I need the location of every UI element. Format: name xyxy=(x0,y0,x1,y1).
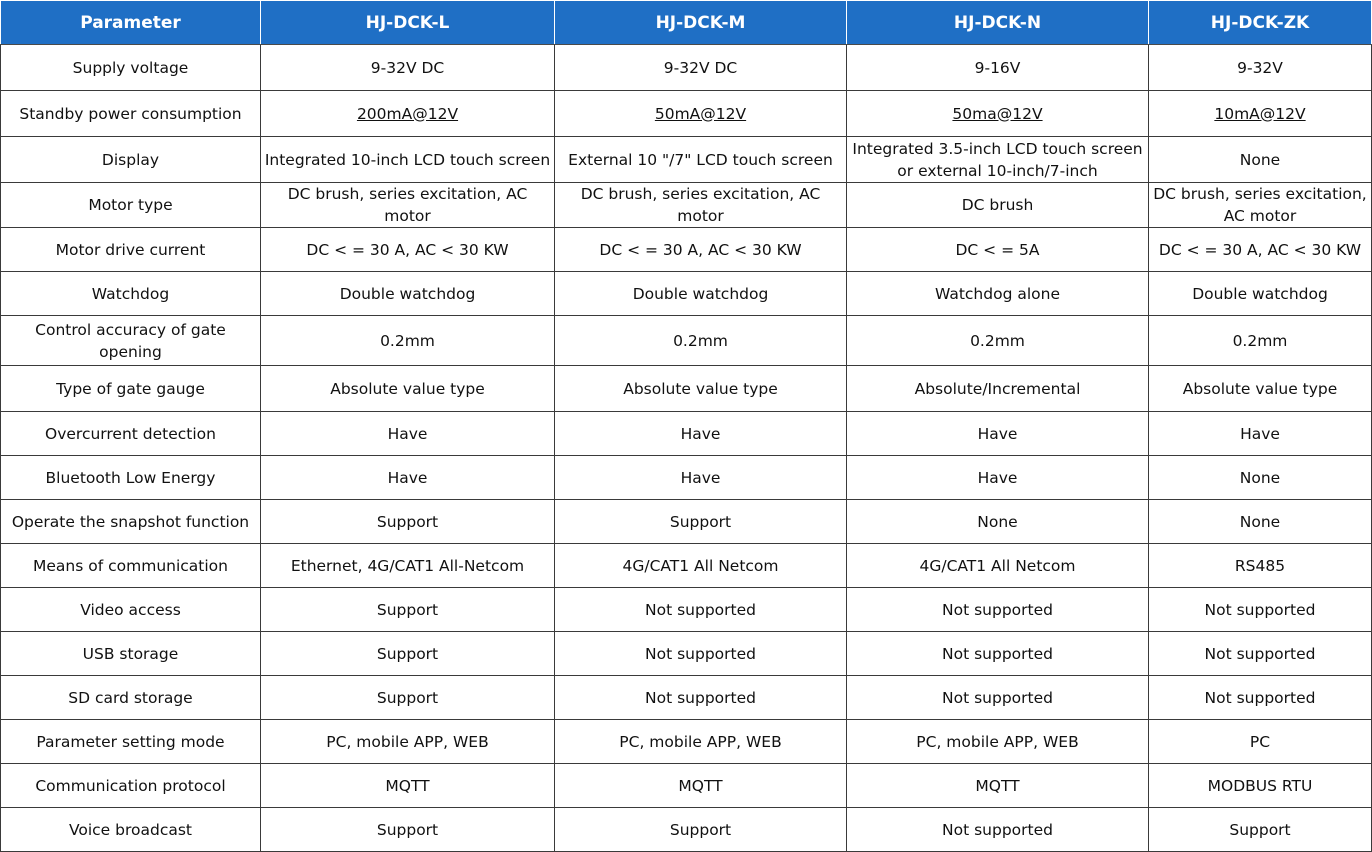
table-row xyxy=(1,588,1372,632)
header-hj-dck-m: HJ-DCK-M xyxy=(555,1,847,45)
table-cell: None xyxy=(1149,500,1372,544)
table-cell: Have xyxy=(1149,412,1372,456)
table-cell: Not supported xyxy=(1149,676,1372,720)
table-cell: MQTT xyxy=(555,764,847,808)
header-row xyxy=(1,1,1372,45)
row-label: Watchdog xyxy=(1,272,261,316)
table-cell: DC < = 30 A, AC < 30 KW xyxy=(1149,228,1372,272)
table-cell: External 10 "/7" LCD touch screen xyxy=(555,137,847,183)
table-cell: Have xyxy=(555,456,847,500)
table-cell: Support xyxy=(555,500,847,544)
table-row xyxy=(1,316,1372,366)
table-cell: DC brush, series excitation, AC motor xyxy=(555,183,847,228)
table-row xyxy=(1,808,1372,852)
table-row xyxy=(1,456,1372,500)
table-cell: None xyxy=(1149,137,1372,183)
table-row xyxy=(1,544,1372,588)
table-row xyxy=(1,183,1372,228)
table-cell: 50mA@12V xyxy=(555,91,847,137)
row-label: Means of communication xyxy=(1,544,261,588)
row-label: Standby power consumption xyxy=(1,91,261,137)
table-row xyxy=(1,500,1372,544)
table-cell: Not supported xyxy=(847,808,1149,852)
table-cell: Support xyxy=(1149,808,1372,852)
row-label: Display xyxy=(1,137,261,183)
table-cell: 9-32V DC xyxy=(261,45,555,91)
row-label: Supply voltage xyxy=(1,45,261,91)
table-cell: 50ma@12V xyxy=(847,91,1149,137)
table-row xyxy=(1,91,1372,137)
table-cell: 0.2mm xyxy=(1149,316,1372,366)
table-cell: DC < = 30 A, AC < 30 KW xyxy=(261,228,555,272)
table-cell: Absolute value type xyxy=(1149,366,1372,412)
table-cell: Double watchdog xyxy=(1149,272,1372,316)
header-hj-dck-n: HJ-DCK-N xyxy=(847,1,1149,45)
table-cell: 9-16V xyxy=(847,45,1149,91)
table-cell: DC brush, series excitation, AC motor xyxy=(261,183,555,228)
table-cell: 4G/CAT1 All Netcom xyxy=(555,544,847,588)
table-cell: 4G/CAT1 All Netcom xyxy=(847,544,1149,588)
table-row xyxy=(1,676,1372,720)
row-label: Video access xyxy=(1,588,261,632)
row-label: USB storage xyxy=(1,632,261,676)
table-cell: Integrated 10-inch LCD touch screen xyxy=(261,137,555,183)
table-cell: Have xyxy=(261,412,555,456)
table-cell: Not supported xyxy=(847,632,1149,676)
table-cell: Integrated 3.5-inch LCD touch screen or external 10-inch/7-inch xyxy=(847,137,1149,183)
table-cell: DC brush, series excitation, AC motor xyxy=(1149,183,1372,228)
table-cell: Not supported xyxy=(847,588,1149,632)
table-cell: Not supported xyxy=(555,632,847,676)
table-cell: Watchdog alone xyxy=(847,272,1149,316)
table-cell: Double watchdog xyxy=(261,272,555,316)
table-cell: Ethernet, 4G/CAT1 All-Netcom xyxy=(261,544,555,588)
row-label: Motor drive current xyxy=(1,228,261,272)
table-cell: Have xyxy=(261,456,555,500)
table-cell: PC, mobile APP, WEB xyxy=(261,720,555,764)
row-label: Motor type xyxy=(1,183,261,228)
table-cell: Double watchdog xyxy=(555,272,847,316)
table-row xyxy=(1,228,1372,272)
row-label: Control accuracy of gate opening xyxy=(1,316,261,366)
row-label: Bluetooth Low Energy xyxy=(1,456,261,500)
table-cell: 0.2mm xyxy=(847,316,1149,366)
table-cell: MQTT xyxy=(847,764,1149,808)
table-row xyxy=(1,272,1372,316)
table-row xyxy=(1,412,1372,456)
table-cell: PC, mobile APP, WEB xyxy=(555,720,847,764)
row-label: Voice broadcast xyxy=(1,808,261,852)
table-cell: Have xyxy=(555,412,847,456)
row-label: Operate the snapshot function xyxy=(1,500,261,544)
row-label: Parameter setting mode xyxy=(1,720,261,764)
table-row xyxy=(1,632,1372,676)
table-cell: Support xyxy=(555,808,847,852)
table-cell: 0.2mm xyxy=(555,316,847,366)
table-cell: Support xyxy=(261,808,555,852)
header-parameter: Parameter xyxy=(1,1,261,45)
table-cell: RS485 xyxy=(1149,544,1372,588)
row-label: Type of gate gauge xyxy=(1,366,261,412)
table-cell: Absolute/Incremental xyxy=(847,366,1149,412)
table-cell: PC xyxy=(1149,720,1372,764)
table-cell: None xyxy=(1149,456,1372,500)
row-label: Communication protocol xyxy=(1,764,261,808)
table-cell: Not supported xyxy=(555,588,847,632)
table-cell: 10mA@12V xyxy=(1149,91,1372,137)
table-cell: 0.2mm xyxy=(261,316,555,366)
header-hj-dck-l: HJ-DCK-L xyxy=(261,1,555,45)
table-cell: Support xyxy=(261,588,555,632)
table-cell: Have xyxy=(847,412,1149,456)
table-cell: Support xyxy=(261,676,555,720)
table-row xyxy=(1,764,1372,808)
header-hj-dck-zk: HJ-DCK-ZK xyxy=(1149,1,1372,45)
table-cell: Absolute value type xyxy=(261,366,555,412)
table-row xyxy=(1,45,1372,91)
row-label: Overcurrent detection xyxy=(1,412,261,456)
table-cell: MODBUS RTU xyxy=(1149,764,1372,808)
table-cell: Have xyxy=(847,456,1149,500)
table-cell: Support xyxy=(261,632,555,676)
table-cell: PC, mobile APP, WEB xyxy=(847,720,1149,764)
table-cell: 200mA@12V xyxy=(261,91,555,137)
table-cell: DC < = 5A xyxy=(847,228,1149,272)
table-cell: Not supported xyxy=(1149,588,1372,632)
table-cell: 9-32V DC xyxy=(555,45,847,91)
table-cell: 9-32V xyxy=(1149,45,1372,91)
table-row xyxy=(1,366,1372,412)
table-cell: Support xyxy=(261,500,555,544)
row-label: SD card storage xyxy=(1,676,261,720)
table-cell: Not supported xyxy=(1149,632,1372,676)
table-cell: Not supported xyxy=(555,676,847,720)
table-cell: Not supported xyxy=(847,676,1149,720)
table-row xyxy=(1,137,1372,183)
table-cell: DC < = 30 A, AC < 30 KW xyxy=(555,228,847,272)
table-cell: DC brush xyxy=(847,183,1149,228)
table-cell: MQTT xyxy=(261,764,555,808)
table-cell: Absolute value type xyxy=(555,366,847,412)
table-row xyxy=(1,720,1372,764)
table-cell: None xyxy=(847,500,1149,544)
